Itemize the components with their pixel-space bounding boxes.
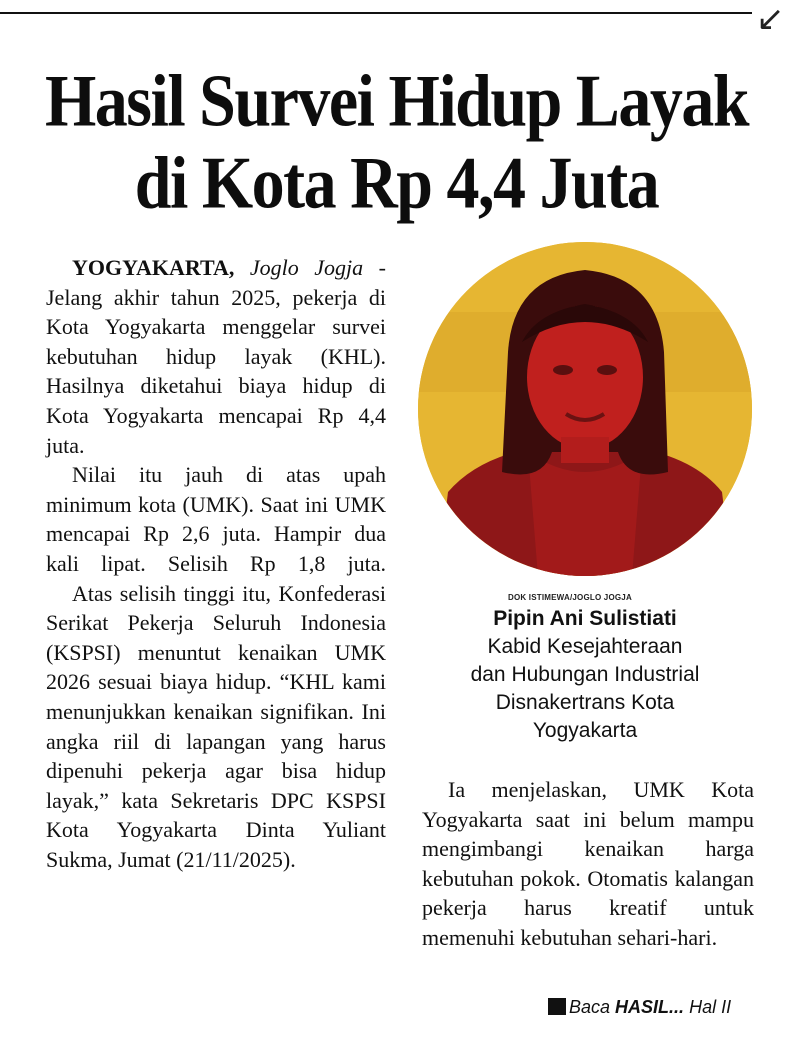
paragraph-3: Atas selisih tinggi itu, Konfederasi Serikat Pekerja Seluruh Indonesia (KSPSI) menuntut kenaikan UMK 2026 sesuai biaya hidup. “KHL kami menunjukkan kenaikan signifikan. Ini angka riil di lapangan yang harus dipenuhi pekerja agar bisa hidup layak,” kata Sekretaris DPC KSPSI Kota Yogyakarta Dinta Yuliant Sukma, Jumat (21/11/2025). [46,580,386,872]
dateline: YOGYAKARTA, [72,255,235,280]
portrait-illustration [418,242,752,576]
top-rule [0,12,752,14]
portrait-photo [418,242,752,576]
lead-paragraph [46,253,386,460]
headline-line-2: di Kota Rp 4,4 Juta [134,142,659,225]
jump-prefix: Baca [569,997,611,1017]
caption-role-line-2: dan Hubungan Industrial [470,663,700,686]
caption-role-line-3: Disnakertrans Kota [495,691,675,714]
paragraph-4: Ia menjelaskan, UMK Kota Yogyakarta saat ini belum mampu mengimbangi kenaikan harga kebutuhan pokok. Otomatis kalangan pekerja harus kreatif untuk memenuhi kebutuhan sehari-hari. [422,777,754,950]
jump-page: Hal II [689,997,732,1017]
caption-role-line-1: Kabid Kesejahteraan [487,635,683,658]
headline-line-1: Hasil Survei Hidup Layak [44,60,749,143]
paragraph-2: Nilai itu jauh di atas upah minimum kota (UMK). Saat ini UMK mencapai Rp 2,6 juta. Hampir dua kali lipat. Selisih Rp 1,8 juta. [46,462,386,576]
publication-name: Joglo Jogja [249,255,364,280]
jump-keyword: HASIL... [615,997,685,1017]
caption-role-line-4: Yogyakarta [532,719,638,742]
photo-caption [418,605,752,745]
dateline-dash: - [378,255,386,280]
paragraph-1-text: Jelang akhir tahun 2025, pekerja di Kota Yogyakarta menggelar survei kebutuhan hidup layak (KHL). Hasilnya diketahui biaya hidup di Kota Yogyakarta mencapai Rp 4,4 juta. [46,284,386,458]
square-bullet-icon [548,998,566,1015]
pen-mark-icon: ↙ [756,0,785,39]
caption-name: Pipin Ani Sulistiati [493,607,677,630]
article-body-left [46,253,386,874]
article-body-right [422,775,754,953]
continued-on-link[interactable] [548,996,731,1018]
photo-credit: DOK ISTIMEWA/JOGLO JOGJA [508,593,632,602]
